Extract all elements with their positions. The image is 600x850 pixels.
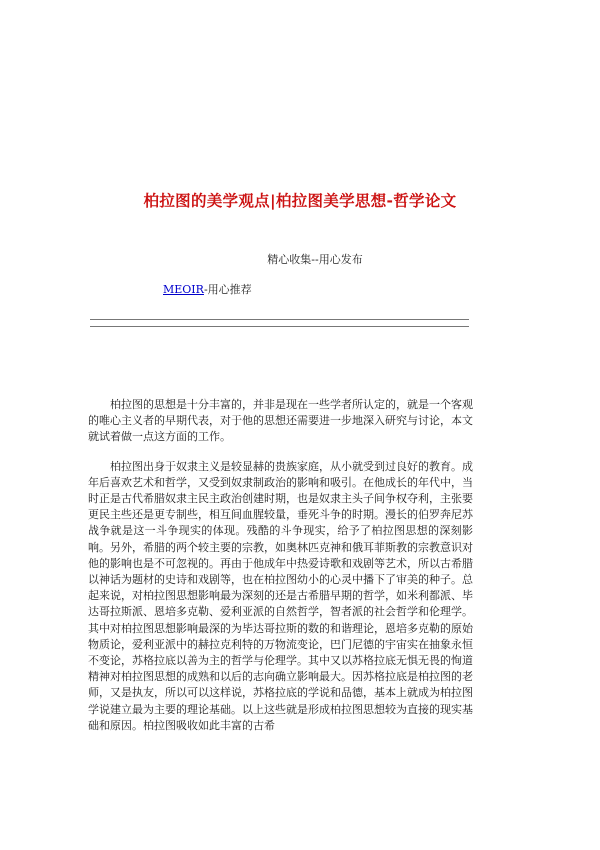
byline: 精心收集--用心发布 xyxy=(267,253,363,266)
article-body xyxy=(88,397,473,747)
header-divider-bottom xyxy=(90,326,469,327)
header-divider-top xyxy=(90,319,469,320)
page-title: 柏拉图的美学观点|柏拉图美学思想-哲学论文 xyxy=(143,192,457,210)
paragraph-intro: 柏拉图的思想是十分丰富的，并非是现在一些学者所认定的，就是一个客观的唯心主义者的早期代表，对于他的思想还需要进一步地深入研究与讨论，本文就试着做一点这方面的工作。 xyxy=(88,398,473,444)
meoir-link[interactable]: MEOIR xyxy=(163,283,204,296)
paragraph-background: 柏拉图出身于奴隶主义是较显赫的贵族家庭，从小就受到过良好的教育。成年后喜欢艺术和哲学，又受到奴隶制政治的影响和吸引。在他成长的年代中，当时正是古代希腊奴隶主民主政治创建时期，也是奴隶主头子间争权夺利，主张要更民主些还是更专制些，相互间血腥较量，垂死斗争的时期。漫长的伯罗奔尼苏战争就是这一斗争现实的体现。残酷的斗争现实，给予了柏拉图思想的深刻影响。另外，希腊的两个较主要的宗教，如奥林匹克神和俄耳菲斯教的宗教意识对他的影响也是不可忽视的。再由于他成年中热爱诗歌和戏剧等艺术，所以古希腊以神话为题材的史诗和戏剧等，也在柏拉图幼小的心灵中播下了审美的种子。总起来说，对柏拉图思想影响最为深刻的还是古希腊早期的哲学，如米利都派、毕达哥拉斯派、恩培多克勒、爱利亚派的自然哲学，智者派的社会哲学和伦理学。其中对柏拉图思想影响最深的为毕达哥拉斯的数的和谐理论，恩培多克勒的原始物质论，爱利亚派中的赫拉克利特的万物流变论，巴门尼德的宇宙实在抽象永恒不变论，苏格拉底以善为主的哲学与伦理学。其中又以苏格拉底无惧无畏的恂道精神对柏拉图思想的成熟和以后的志向确立影响最大。因苏格拉底是柏拉图的老师，又是执友，所以可以这样说，苏格拉底的学说和品德，基本上就成为柏拉图学说建立最为主要的理论基础。以上这些就是形成柏拉图思想较为直接的现实基础和原因。柏拉图吸收如此丰富的古希 xyxy=(88,459,473,732)
recommend-suffix: -用心推荐 xyxy=(203,283,252,296)
recommend-line xyxy=(163,281,252,297)
